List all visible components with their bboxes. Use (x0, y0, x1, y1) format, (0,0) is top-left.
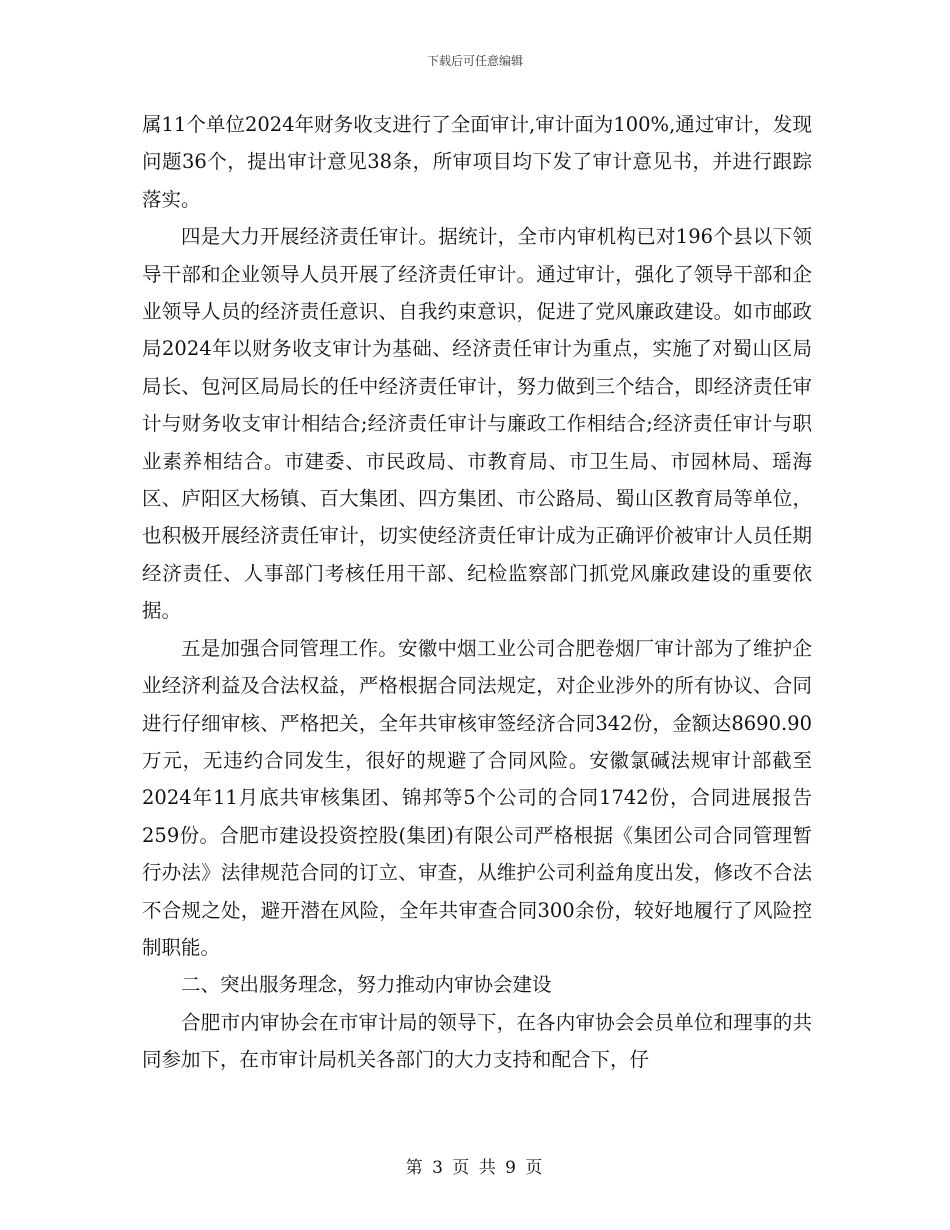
paragraph-economic-responsibility-audit: 四是大力开展经济责任审计。据统计，全市内审机构已对196个县以下领导干部和企业领导人员开展了经济责任审计。通过审计，强化了领导干部和企业领导人员的经济责任意识、自我约束意识，促进了党风廉政建设。如市邮政局2024年以财务收支审计为基础、经济责任审计为重点，实施了对蜀山区局局长、包河区局局长的任中经济责任审计，努力做到三个结合，即经济责任审计与财务收支审计相结合;经济责任审计与廉政工作相结合;经济责任审计与职业素养相结合。市建委、市民政局、市教育局、市卫生局、市园林局、瑶海区、庐阳区大杨镇、百大集团、四方集团、市公路局、蜀山区教育局等单位，也积极开展经济责任审计，切实使经济责任审计成为正确评价被审计人员任期经济责任、人事部门考核任用干部、纪检监察部门抓党风廉政建设的重要依据。 (142, 225, 812, 623)
document-body (142, 106, 812, 1079)
page-header: 下载后可任意编辑 (426, 54, 523, 68)
paragraph-audit-association: 合肥市内审协会在市审计局的领导下，在各内审协会会员单位和理事的共同参加下，在市审计局机关各部门的大力支持和配合下，仔 (142, 1010, 812, 1072)
paragraph-continuation: 属11个单位2024年财务收支进行了全面审计,审计面为100%,通过审计，发现问题36个，提出审计意见38条，所审项目均下发了审计意见书，并进行跟踪落实。 (142, 113, 812, 211)
section-heading-service-concept: 二、突出服务理念，努力推动内审协会建设 (181, 973, 552, 997)
paragraph-contract-management: 五是加强合同管理工作。安徽中烟工业公司合肥卷烟厂审计部为了维护企业经济利益及合法权益，严格根据合同法规定，对企业涉外的所有协议、合同进行仔细审核、严格把关，全年共审核审签经济合同342份，金额达8690.90万元，无违约合同发生，很好的规避了合同风险。安徽氯碱法规审计部截至2024年11月底共审核集团、锦邦等5个公司的合同1742份，合同进展报告259份。合肥市建设投资控股(集团)有限公司严格根据《集团公司合同管理暂行办法》法律规范合同的订立、审查，从维护公司利益角度出发，修改不合法不合规之处，避开潜在风险，全年共审查合同300余份，较好地履行了风险控制职能。 (142, 636, 812, 959)
page-footer: 第 3 页 共 9 页 (405, 1158, 545, 1178)
